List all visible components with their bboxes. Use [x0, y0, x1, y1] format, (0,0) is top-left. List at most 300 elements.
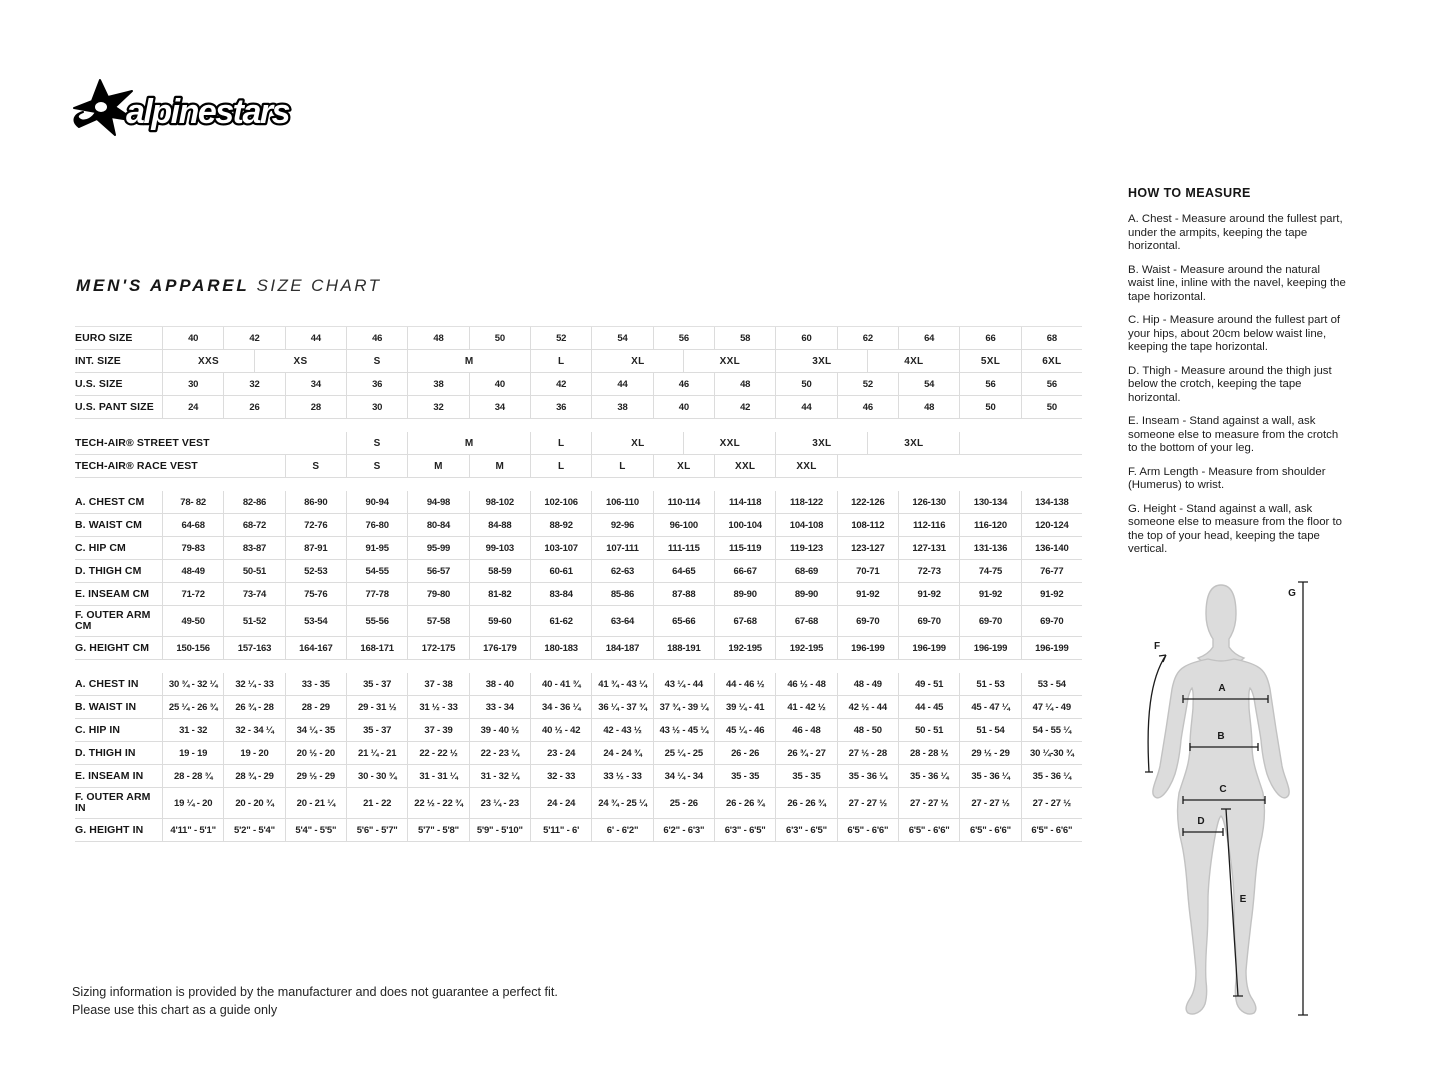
- size-cell: 39 - 40 ½: [469, 719, 530, 741]
- size-cell: 19 ¼ - 20: [162, 788, 223, 818]
- label-D: D: [1197, 816, 1205, 827]
- size-cell: 28: [285, 396, 346, 418]
- size-cell: L: [530, 455, 591, 477]
- size-cell: 22 ½ - 22 ¾: [407, 788, 468, 818]
- table-row: [75, 432, 1082, 455]
- size-cell: 41 - 42 ½: [775, 696, 836, 718]
- size-cell: 61-62: [530, 606, 591, 636]
- size-cell: 76-77: [1021, 560, 1082, 582]
- size-cell: 34 ¼ - 34: [653, 765, 714, 787]
- size-cell: 36: [530, 396, 591, 418]
- size-cell: 68-72: [223, 514, 284, 536]
- size-cell: 70-71: [837, 560, 898, 582]
- size-cell: M: [469, 455, 530, 477]
- size-cell: 4XL: [867, 350, 959, 372]
- row-label: E. INSEAM IN: [75, 769, 144, 782]
- size-cell: 157-163: [223, 637, 284, 659]
- size-cell: 196-199: [1021, 637, 1082, 659]
- table-row: [75, 514, 1082, 537]
- size-cell: 94-98: [407, 491, 468, 513]
- size-cell: 87-88: [653, 583, 714, 605]
- size-cell: 126-130: [898, 491, 959, 513]
- size-cell: 30: [346, 396, 407, 418]
- size-cell: M: [407, 432, 530, 454]
- size-cell: 29 ½ - 29: [285, 765, 346, 787]
- size-cell: 120-124: [1021, 514, 1082, 536]
- table-row: [75, 606, 1082, 637]
- size-cell: 64-65: [653, 560, 714, 582]
- size-cell: 39 ¼ - 41: [714, 696, 775, 718]
- size-cell: 91-95: [346, 537, 407, 559]
- size-cell: 131-136: [959, 537, 1020, 559]
- size-cell: L: [530, 432, 591, 454]
- size-cell: 28 ¾ - 29: [223, 765, 284, 787]
- size-cell: 35 - 36 ¼: [837, 765, 898, 787]
- size-cell: 72-76: [285, 514, 346, 536]
- size-cell: 5'2" - 5'4": [223, 819, 284, 841]
- table-gap: [75, 660, 1082, 673]
- alpinestars-logo: [70, 78, 332, 143]
- size-cell: 32 - 33: [530, 765, 591, 787]
- size-cell: 180-183: [530, 637, 591, 659]
- size-cell: 192-195: [714, 637, 775, 659]
- row-label: INT. SIZE: [75, 354, 121, 367]
- size-cell: 66-67: [714, 560, 775, 582]
- size-cell: 136-140: [1021, 537, 1082, 559]
- table-row: [75, 696, 1082, 719]
- size-cell: 5'4" - 5'5": [285, 819, 346, 841]
- size-cell: 81-82: [469, 583, 530, 605]
- size-cell: 72-73: [898, 560, 959, 582]
- size-cell: 116-120: [959, 514, 1020, 536]
- size-cell: 35 - 36 ¼: [959, 765, 1020, 787]
- empty-cell: [959, 432, 1082, 454]
- size-cell: 79-80: [407, 583, 468, 605]
- size-cell: XXS: [162, 350, 254, 372]
- size-cell: 38: [407, 373, 468, 395]
- size-cell: 32 ¼ - 33: [223, 673, 284, 695]
- size-cell: 67-68: [775, 606, 836, 636]
- size-cell: S: [346, 432, 407, 454]
- size-cell: 168-171: [346, 637, 407, 659]
- size-cell: 50: [959, 396, 1020, 418]
- row-label: F. OUTER ARM CM: [75, 609, 151, 632]
- size-cell: 68-69: [775, 560, 836, 582]
- size-cell: XXL: [683, 432, 775, 454]
- size-cell: 74-75: [959, 560, 1020, 582]
- size-cell: 46 ½ - 48: [775, 673, 836, 695]
- size-cell: 56: [1021, 373, 1082, 395]
- size-cell: 32 - 34 ¼: [223, 719, 284, 741]
- size-cell: 38: [591, 396, 652, 418]
- size-cell: 58: [714, 327, 775, 349]
- size-cell: 115-119: [714, 537, 775, 559]
- size-cell: 196-199: [837, 637, 898, 659]
- table-row: [75, 765, 1082, 788]
- size-cell: 26 - 26: [714, 742, 775, 764]
- size-cell: 196-199: [898, 637, 959, 659]
- size-cell: 47 ¼ - 49: [1021, 696, 1082, 718]
- table-row: [75, 788, 1082, 819]
- size-cell: 83-84: [530, 583, 591, 605]
- how-to-measure-panel: [1128, 186, 1346, 567]
- size-cell: 23 ¼ - 23: [469, 788, 530, 818]
- size-cell: 56-57: [407, 560, 468, 582]
- size-cell: 19 - 19: [162, 742, 223, 764]
- size-cell: 28 - 29: [285, 696, 346, 718]
- size-cell: 91-92: [1021, 583, 1082, 605]
- size-cell: 37 - 38: [407, 673, 468, 695]
- row-label: E. INSEAM CM: [75, 587, 150, 600]
- size-cell: XXL: [714, 455, 775, 477]
- size-cell: S: [346, 350, 407, 372]
- size-cell: 60-61: [530, 560, 591, 582]
- size-cell: 51 - 54: [959, 719, 1020, 741]
- row-label: D. THIGH CM: [75, 564, 142, 577]
- alpinestars-logo-graphic: [70, 78, 332, 138]
- label-G: G: [1288, 588, 1296, 599]
- astar-hole: [95, 102, 107, 112]
- size-cell: 76-80: [346, 514, 407, 536]
- size-cell: 29 ½ - 29: [959, 742, 1020, 764]
- size-cell: 75-76: [285, 583, 346, 605]
- size-cell: 49 - 51: [898, 673, 959, 695]
- measure-instruction: A. Chest - Measure around the fullest part, under the armpits, keeping the tape horizontal.: [1128, 213, 1343, 252]
- size-cell: 42 ½ - 44: [837, 696, 898, 718]
- size-cell: S: [285, 455, 346, 477]
- size-cell: 50: [775, 373, 836, 395]
- label-E: E: [1239, 894, 1247, 905]
- size-cell: 46: [346, 327, 407, 349]
- size-cell: 24 - 24 ¾: [591, 742, 652, 764]
- row-label: A. CHEST CM: [75, 495, 145, 508]
- row-label: A. CHEST IN: [75, 677, 139, 690]
- size-cell: 54: [898, 373, 959, 395]
- body-measurement-figure: [1130, 568, 1320, 1022]
- size-cell: 102-106: [530, 491, 591, 513]
- size-cell: 69-70: [898, 606, 959, 636]
- size-cell: 91-92: [898, 583, 959, 605]
- size-cell: 6'5" - 6'6": [837, 819, 898, 841]
- logo-wordmark: alpinestars: [126, 93, 290, 131]
- size-cell: 20 - 21 ¼: [285, 788, 346, 818]
- size-cell: 118-122: [775, 491, 836, 513]
- size-cell: 40 ½ - 42: [530, 719, 591, 741]
- size-cell: 91-92: [959, 583, 1020, 605]
- size-cell: 73-74: [223, 583, 284, 605]
- size-cell: 6' - 6'2": [591, 819, 652, 841]
- table-row: [75, 396, 1082, 419]
- size-cell: 45 ¼ - 46: [714, 719, 775, 741]
- size-cell: 31 - 31 ¼: [407, 765, 468, 787]
- size-cell: 34 ¼ - 35: [285, 719, 346, 741]
- disclaimer-line-2: Please use this chart as a guide only: [72, 1002, 278, 1017]
- size-cell: 42: [714, 396, 775, 418]
- size-cell: 33 ½ - 33: [591, 765, 652, 787]
- size-cell: 26 ¾ - 27: [775, 742, 836, 764]
- size-cell: 53 - 54: [1021, 673, 1082, 695]
- size-cell: 32: [223, 373, 284, 395]
- size-cell: 52: [837, 373, 898, 395]
- size-cell: 68: [1021, 327, 1082, 349]
- size-cell: 112-116: [898, 514, 959, 536]
- size-cell: 30 ¾ - 32 ¼: [162, 673, 223, 695]
- table-row: [75, 326, 1082, 350]
- size-cell: 44 - 45: [898, 696, 959, 718]
- size-cell: 28 - 28 ½: [898, 742, 959, 764]
- size-cell: 44 - 46 ½: [714, 673, 775, 695]
- size-cell: 119-123: [775, 537, 836, 559]
- size-cell: 82-86: [223, 491, 284, 513]
- measure-instruction: E. Inseam - Stand against a wall, ask someone else to measure from the crotch to the bottom of your leg.: [1128, 415, 1339, 454]
- size-cell: 35 - 36 ¼: [1021, 765, 1082, 787]
- size-cell: 6'3" - 6'5": [775, 819, 836, 841]
- size-cell: 44: [591, 373, 652, 395]
- size-cell: 90-94: [346, 491, 407, 513]
- size-cell: XXL: [775, 455, 836, 477]
- size-cell: 54: [591, 327, 652, 349]
- size-cell: 54 - 55 ¼: [1021, 719, 1082, 741]
- size-cell: 27 - 27 ½: [959, 788, 1020, 818]
- size-cell: 103-107: [530, 537, 591, 559]
- size-cell: 24: [162, 396, 223, 418]
- size-cell: 48: [407, 327, 468, 349]
- size-cell: 50: [1021, 396, 1082, 418]
- size-cell: XL: [591, 350, 683, 372]
- row-label: EURO SIZE: [75, 331, 133, 344]
- size-cell: 5'11" - 6': [530, 819, 591, 841]
- size-cell: 40: [162, 327, 223, 349]
- table-row: [75, 455, 1082, 478]
- how-to-measure-paragraphs: [1128, 213, 1346, 557]
- size-cell: 21 - 22: [346, 788, 407, 818]
- size-cell: 37 ¾ - 39 ¼: [653, 696, 714, 718]
- table-gap: [75, 478, 1082, 491]
- row-label: U.S. PANT SIZE: [75, 400, 154, 413]
- title-primary: MEN'S APPAREL: [76, 276, 250, 295]
- row-label: B. WAIST IN: [75, 700, 137, 713]
- size-cell: 123-127: [837, 537, 898, 559]
- size-cell: 20 - 20 ¾: [223, 788, 284, 818]
- size-cell: 89-90: [714, 583, 775, 605]
- size-cell: 22 - 22 ½: [407, 742, 468, 764]
- size-cell: 196-199: [959, 637, 1020, 659]
- size-cell: 48-49: [162, 560, 223, 582]
- size-cell: 3XL: [775, 432, 867, 454]
- row-label: U.S. SIZE: [75, 377, 123, 390]
- size-cell: 42: [530, 373, 591, 395]
- row-label: F. OUTER ARM IN: [75, 791, 151, 814]
- label-B: B: [1217, 731, 1225, 742]
- size-cell: 45 - 47 ¼: [959, 696, 1020, 718]
- size-cell: 95-99: [407, 537, 468, 559]
- size-cell: 51 - 53: [959, 673, 1020, 695]
- row-label: C. HIP CM: [75, 541, 126, 554]
- size-cell: 35 - 35: [775, 765, 836, 787]
- size-cell: 108-112: [837, 514, 898, 536]
- size-cell: 29 - 31 ½: [346, 696, 407, 718]
- row-label: TECH-AIR® RACE VEST: [75, 459, 198, 472]
- size-cell: 87-91: [285, 537, 346, 559]
- size-cell: 36: [346, 373, 407, 395]
- measure-instruction: C. Hip - Measure around the fullest part of your hips, about 20cm below waist line, keeping the tape horizontal.: [1128, 314, 1341, 353]
- size-cell: 33 - 34: [469, 696, 530, 718]
- size-cell: 33 - 35: [285, 673, 346, 695]
- size-cell: 122-126: [837, 491, 898, 513]
- size-cell: 50: [469, 327, 530, 349]
- how-to-measure-heading: HOW TO MEASURE: [1128, 186, 1251, 200]
- size-cell: 88-92: [530, 514, 591, 536]
- size-cell: XXL: [683, 350, 775, 372]
- size-cell: 48: [898, 396, 959, 418]
- size-cell: 46: [653, 373, 714, 395]
- size-cell: 38 - 40: [469, 673, 530, 695]
- size-cell: 19 - 20: [223, 742, 284, 764]
- size-cell: S: [346, 455, 407, 477]
- size-cell: 104-108: [775, 514, 836, 536]
- size-cell: 164-167: [285, 637, 346, 659]
- size-cell: 111-115: [653, 537, 714, 559]
- size-cell: 192-195: [775, 637, 836, 659]
- size-cell: 78- 82: [162, 491, 223, 513]
- size-cell: 35 - 36 ¼: [898, 765, 959, 787]
- size-cell: 26 ¾ - 28: [223, 696, 284, 718]
- size-cell: 53-54: [285, 606, 346, 636]
- size-cell: 69-70: [1021, 606, 1082, 636]
- size-cell: 22 - 23 ¼: [469, 742, 530, 764]
- table-row: [75, 673, 1082, 696]
- size-cell: 4'11" - 5'1": [162, 819, 223, 841]
- table-row: [75, 560, 1082, 583]
- height-line-G: [1298, 582, 1308, 1015]
- measure-instruction: F. Arm Length - Measure from shoulder (Humerus) to wrist.: [1128, 465, 1326, 491]
- size-cell: 35 - 37: [346, 673, 407, 695]
- size-cell: 31 - 32: [162, 719, 223, 741]
- size-cell: L: [530, 350, 591, 372]
- size-cell: 24 ¾ - 25 ¼: [591, 788, 652, 818]
- size-cell: 110-114: [653, 491, 714, 513]
- size-cell: 42: [223, 327, 284, 349]
- size-cell: 40: [469, 373, 530, 395]
- size-cell: 89-90: [775, 583, 836, 605]
- size-cell: 67-68: [714, 606, 775, 636]
- size-cell: 77-78: [346, 583, 407, 605]
- row-label: B. WAIST CM: [75, 518, 143, 531]
- size-cell: 27 ½ - 28: [837, 742, 898, 764]
- size-cell: 5'6" - 5'7": [346, 819, 407, 841]
- label-F: F: [1153, 641, 1161, 652]
- table-gap: [75, 419, 1082, 432]
- size-cell: 51-52: [223, 606, 284, 636]
- size-cell: 56: [959, 373, 1020, 395]
- label-C: C: [1219, 784, 1227, 795]
- size-cell: 31 ½ - 33: [407, 696, 468, 718]
- size-cell: 30 ¼-30 ¾: [1021, 742, 1082, 764]
- size-cell: 57-58: [407, 606, 468, 636]
- size-cell: 3XL: [775, 350, 867, 372]
- size-cell: XS: [254, 350, 346, 372]
- row-label: C. HIP IN: [75, 723, 121, 736]
- size-cell: 69-70: [959, 606, 1020, 636]
- size-cell: 6XL: [1021, 350, 1082, 372]
- size-cell: 6'5" - 6'6": [959, 819, 1020, 841]
- size-cell: 80-84: [407, 514, 468, 536]
- size-cell: 37 - 39: [407, 719, 468, 741]
- table-row: [75, 491, 1082, 514]
- size-cell: XL: [653, 455, 714, 477]
- disclaimer: [72, 984, 558, 1019]
- size-cell: 127-131: [898, 537, 959, 559]
- size-cell: 172-175: [407, 637, 468, 659]
- size-cell: 66: [959, 327, 1020, 349]
- size-cell: 28 - 28 ¾: [162, 765, 223, 787]
- size-cell: XL: [591, 432, 683, 454]
- size-cell: 24 - 24: [530, 788, 591, 818]
- table-row: [75, 637, 1082, 660]
- size-cell: 36 ¼ - 37 ¾: [591, 696, 652, 718]
- size-cell: 27 - 27 ½: [1021, 788, 1082, 818]
- size-cell: 84-88: [469, 514, 530, 536]
- size-cell: 35 - 37: [346, 719, 407, 741]
- size-cell: 50 - 51: [898, 719, 959, 741]
- size-cell: 65-66: [653, 606, 714, 636]
- size-cell: 26 - 26 ¾: [714, 788, 775, 818]
- size-cell: 41 ¾ - 43 ¼: [591, 673, 652, 695]
- size-cell: 83-87: [223, 537, 284, 559]
- measure-instruction: G. Height - Stand against a wall, ask someone else to measure from the floor to the top of your head, keeping the tape vertical.: [1128, 502, 1342, 555]
- size-cell: 3XL: [867, 432, 959, 454]
- size-cell: 150-156: [162, 637, 223, 659]
- size-cell: 5'9" - 5'10": [469, 819, 530, 841]
- table-row: [75, 350, 1082, 373]
- size-cell: 5'7" - 5'8": [407, 819, 468, 841]
- size-cell: M: [407, 455, 468, 477]
- size-cell: 50-51: [223, 560, 284, 582]
- page-title: [76, 276, 381, 296]
- table-row: [75, 583, 1082, 606]
- size-cell: 91-92: [837, 583, 898, 605]
- size-cell: 30 - 30 ¾: [346, 765, 407, 787]
- size-cell: 58-59: [469, 560, 530, 582]
- row-label: G. HEIGHT IN: [75, 823, 144, 836]
- size-cell: 40: [653, 396, 714, 418]
- size-cell: 27 - 27 ½: [837, 788, 898, 818]
- size-cell: 98-102: [469, 491, 530, 513]
- size-cell: 26 - 26 ¾: [775, 788, 836, 818]
- measure-instruction: B. Waist - Measure around the natural waist line, inline with the navel, keeping the tape horizontal.: [1128, 263, 1346, 303]
- table-row: [75, 373, 1082, 396]
- size-cell: M: [407, 350, 530, 372]
- size-cell: 31 - 32 ¼: [469, 765, 530, 787]
- size-cell: 188-191: [653, 637, 714, 659]
- measure-instruction: D. Thigh - Measure around the thigh just below the crotch, keeping the tape horizontal.: [1128, 364, 1332, 404]
- size-cell: 34: [469, 396, 530, 418]
- empty-cell: [837, 455, 1082, 477]
- size-cell: L: [591, 455, 652, 477]
- size-cell: 44: [775, 396, 836, 418]
- size-cell: 26: [223, 396, 284, 418]
- size-cell: 64-68: [162, 514, 223, 536]
- size-cell: 20 ½ - 20: [285, 742, 346, 764]
- size-cell: 6'3" - 6'5": [714, 819, 775, 841]
- size-cell: 25 ¼ - 26 ¾: [162, 696, 223, 718]
- size-cell: 48 - 50: [837, 719, 898, 741]
- size-cell: 63-64: [591, 606, 652, 636]
- body-figure-graphic: [1130, 568, 1320, 1022]
- size-cell: 69-70: [837, 606, 898, 636]
- size-cell: 184-187: [591, 637, 652, 659]
- size-cell: 114-118: [714, 491, 775, 513]
